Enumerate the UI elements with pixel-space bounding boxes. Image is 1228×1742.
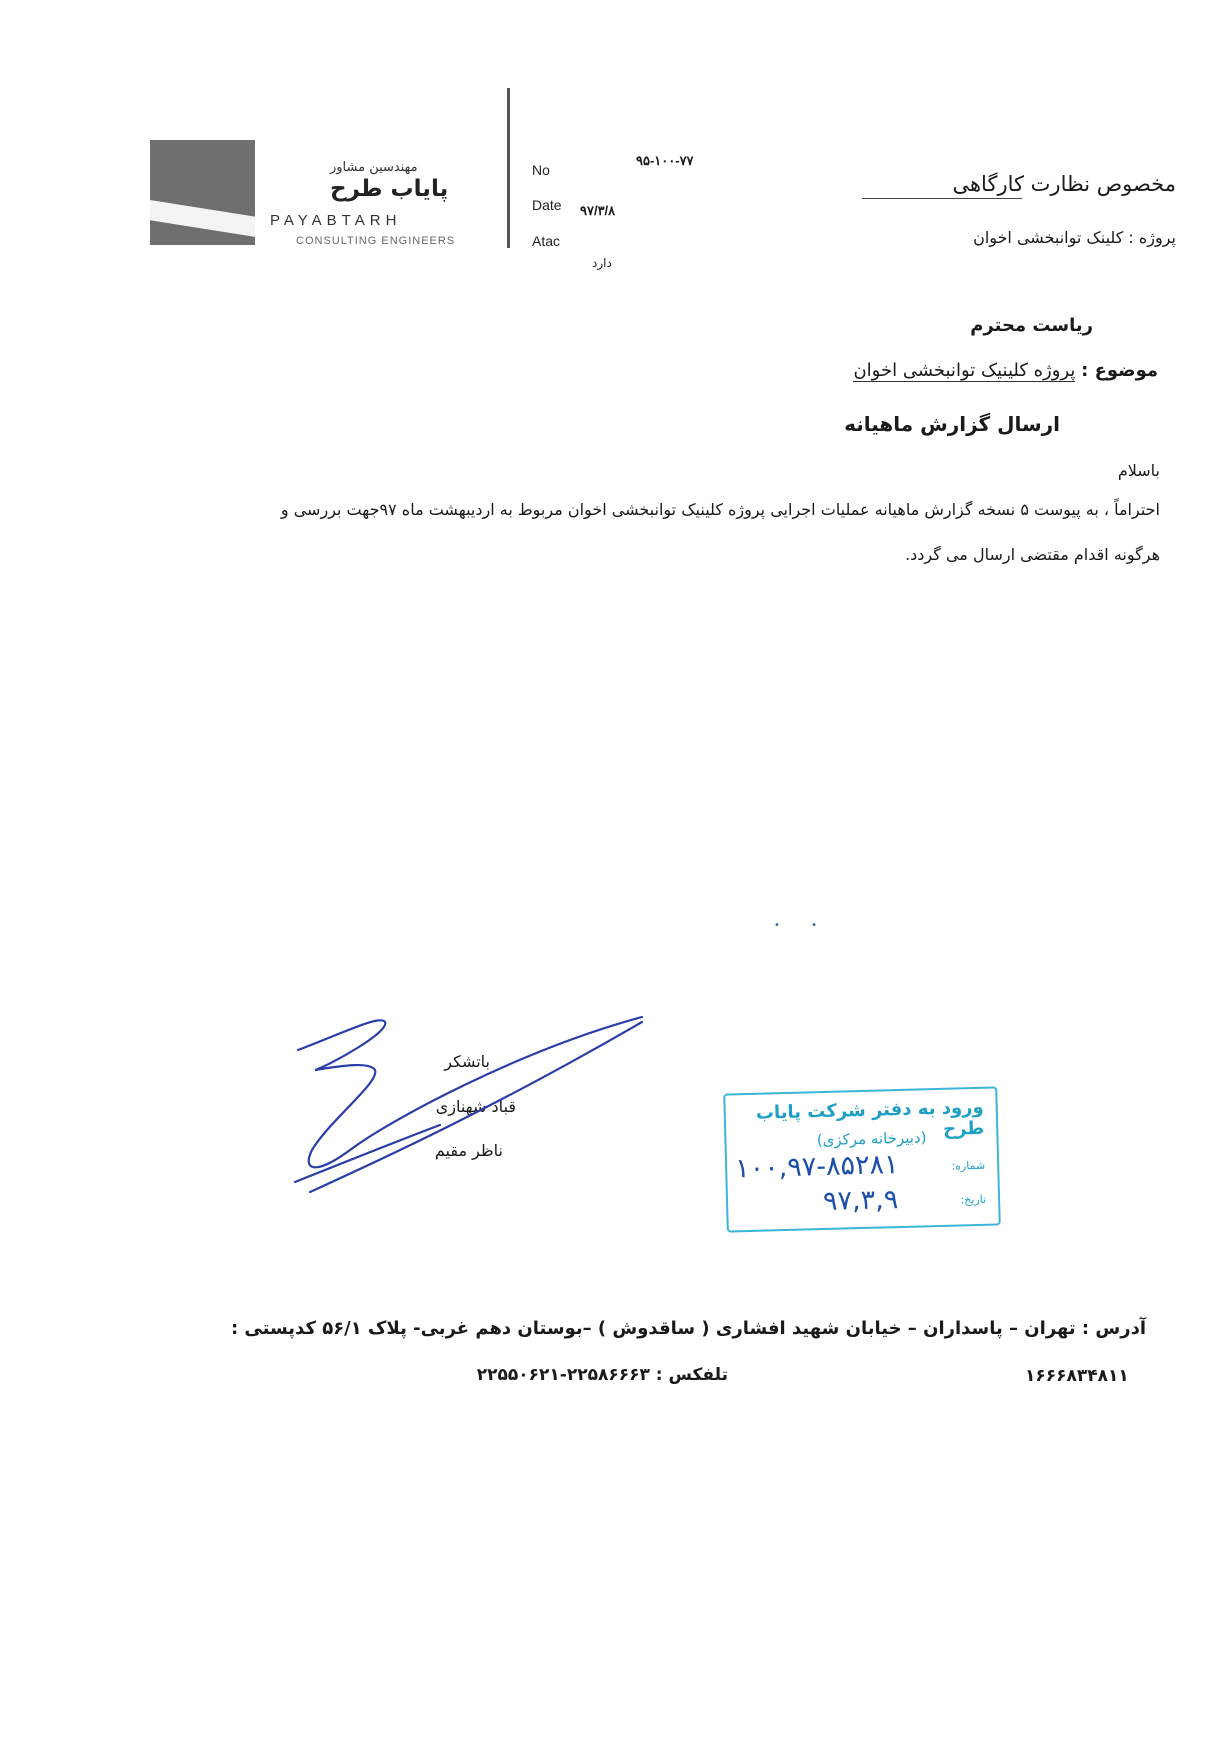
handwritten-signature <box>290 1010 650 1195</box>
firm-logo-mark <box>150 140 255 245</box>
footer-address: آدرس : تهران – پاسداران – خیابان شهید افشاری ( ساقدوش ) –بوستان دهم غربی- پلاک ۵۶/۱ کدپستی : <box>230 1318 1146 1339</box>
ref-no-label: No <box>532 162 550 178</box>
letter-title: ارسال گزارش ماهیانه <box>844 412 1060 436</box>
header-divider <box>507 88 510 248</box>
firm-subtitle-en: CONSULTING ENGINEERS <box>296 235 456 247</box>
footer-postal-code: ۱۶۶۶۸۳۴۸۱۱ <box>1025 1366 1129 1386</box>
body-paragraph-line: احتراماً ، به پیوست ۵ نسخه گزارش ماهیانه عملیات اجرایی پروژه کلینیک توانبخشی اخوان مربوط به اردیبهشت ماه ۹۷جهت بررسی و <box>280 500 1160 519</box>
stamp-title: ورود به دفتر شرکت پایاب طرح <box>755 1096 985 1140</box>
firm-name-prefix: مهندسین مشاور <box>330 160 418 175</box>
confidential-heading <box>952 172 1176 196</box>
heading-underline <box>862 198 1022 199</box>
ref-no-value: ۹۵-۱۰۰-۷۷ <box>636 153 694 168</box>
firm-name-fa: پایاب طرح <box>330 176 449 202</box>
stamp-number-value: ۱۰۰,۹۷-۸۵۲۸۱ <box>734 1149 899 1185</box>
subject-label: موضوع : <box>1081 360 1158 381</box>
stamp-date-label: تاریخ: <box>960 1192 987 1207</box>
stamp-date-value: ۹۷,۳,۹ <box>822 1184 899 1218</box>
body-paragraph-line: هرگونه اقدام مقتضی ارسال می گردد. <box>905 545 1160 564</box>
stamp-number-label: شماره: <box>951 1158 986 1173</box>
ref-date-label: Date <box>532 197 562 213</box>
ref-date-value: ۹۷/۳/۸ <box>580 203 616 218</box>
signer-name: قباد شهنازی <box>435 1097 516 1116</box>
subject-line <box>853 360 1158 381</box>
addressee: ریاست محترم <box>970 315 1093 336</box>
ref-atac-label: Atac <box>532 233 561 249</box>
stamp-subtitle: (دبیرخانه مرکزی) <box>816 1128 927 1150</box>
reception-stamp <box>723 1086 1001 1232</box>
ref-atac-value: دارد <box>592 256 612 270</box>
greeting: باسلام <box>1117 461 1160 480</box>
confidential-prefix: مخصوص <box>1096 172 1176 196</box>
signer-title: ناظر مقیم <box>434 1141 503 1160</box>
subject-text: پروژه کلینیک توانبخشی اخوان <box>853 360 1076 381</box>
project-line: پروژه : کلینک توانبخشی اخوان <box>973 228 1176 247</box>
ink-dots: • • <box>774 920 831 931</box>
confidential-suffix: نظارت کارگاهی <box>952 172 1091 196</box>
closing-thanks: باتشکر <box>444 1052 490 1071</box>
footer-fax: تلفکس : ۲۲۵۸۶۶۶۳-۲۲۵۵۰۶۲۱ <box>476 1365 728 1385</box>
firm-name-en: PAYABTARH <box>270 212 402 229</box>
